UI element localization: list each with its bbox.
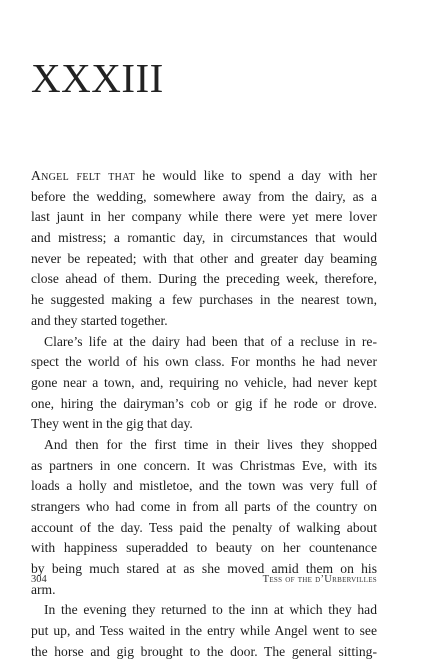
text-line: and mistress; a romantic day, in circumstances that would <box>31 230 377 246</box>
text-line: the horse and gig brought to the door. The general sitting- <box>31 643 377 659</box>
text-line: In the evening they returned to the inn at which they had <box>44 602 377 618</box>
text-line: never be repeated; with that other and greater day beaming <box>31 250 377 266</box>
text-line: one, hiring the dairyman’s cob or gig if he rode or drove. <box>31 395 377 411</box>
chapter-title: XXXIII <box>31 55 164 101</box>
text-line: arm. <box>31 581 56 597</box>
text-line <box>31 166 377 187</box>
running-head: Tess of the d’Urbervilles <box>262 574 377 585</box>
text-line: put up, and Tess waited in the entry while Angel went to see <box>31 623 377 639</box>
text-line: he suggested making a few purchases in the nearest town, <box>31 292 377 308</box>
text-line: before the wedding, somewhere away from the dairy, as a <box>31 188 377 204</box>
text-line: They went in the gig that day. <box>31 416 193 432</box>
text-line: loads a holly and mistletoe, and the town was very full of <box>31 478 377 494</box>
text-line: with happiness superadded to beauty on her countenance <box>31 540 377 556</box>
text-line: as partners in one concern. It was Christmas Eve, with its <box>31 457 377 473</box>
text-line: gone near a town, and, requiring no vehicle, had never kept <box>31 374 377 390</box>
text-line-fragment: he would like to spend a day with her <box>135 168 377 183</box>
text-line: strangers who had come in from all parts of the country on <box>31 499 377 514</box>
text-line: close ahead of them. During the preceding week, therefore, <box>31 271 377 287</box>
text-line: spect the world of his own class. For months he had never <box>31 354 377 370</box>
text-line: by being much stared at as she moved amid them on his <box>31 561 377 577</box>
text-line: and they started together. <box>31 312 168 328</box>
body-text <box>31 166 377 663</box>
text-line: Clare’s life at the dairy had been that of a recluse in re- <box>44 333 377 349</box>
text-line: account of the day. Tess paid the penalty of walking about <box>31 519 377 535</box>
text-line: last jaunt in her company while there were yet mere lover <box>31 209 377 225</box>
lead-in-small-caps: Angel felt that <box>31 168 136 183</box>
text-line: And then for the first time in their lives they shopped <box>44 436 377 452</box>
page-number: 304 <box>31 574 47 585</box>
